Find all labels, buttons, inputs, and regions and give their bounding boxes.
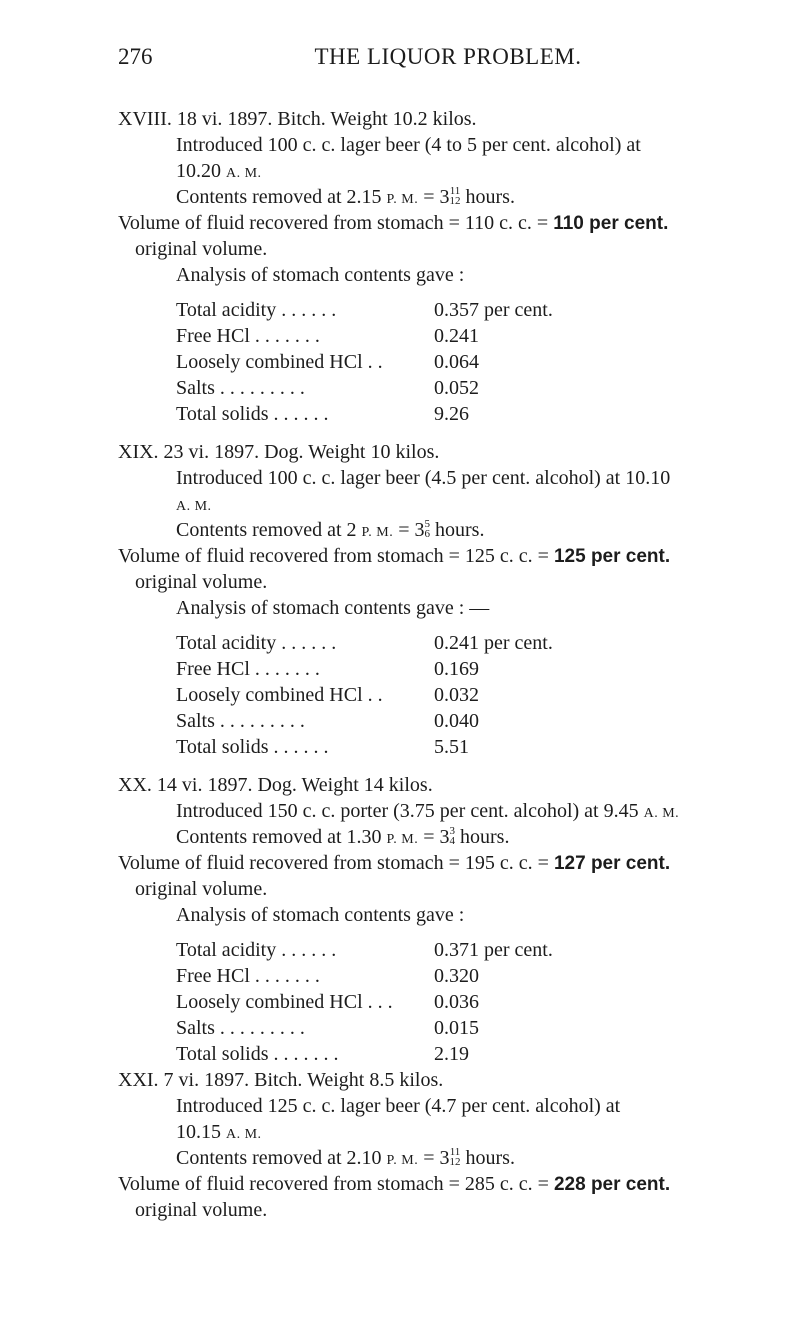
analysis-row-salts: Salts . . . . . . . . . 0.040	[176, 710, 479, 732]
experiment-19-heading: XIX. 23 vi. 1897. Dog. Weight 10 kilos.	[118, 441, 440, 463]
experiment-18-introduced: Introduced 100 c. c. lager beer (4 to 5 per cent. alcohol) at	[176, 134, 641, 156]
fraction: 11 12	[449, 1146, 461, 1169]
experiment-20-removed: Contents removed at 1.30 P. M. = 3 3 4 hours.	[176, 825, 510, 848]
fraction: 5 6	[424, 518, 430, 541]
experiment-18-introduced-time: 10.20 A. M.	[176, 160, 262, 182]
experiment-19-analysis: Analysis of stomach contents gave : —	[176, 597, 490, 619]
experiment-18-volume: Volume of fluid recovered from stomach = 110 c. c. = 110 per cent.	[118, 212, 669, 234]
experiment-20-volume: Volume of fluid recovered from stomach = 195 c. c. = 127 per cent.	[118, 852, 671, 874]
analysis-row-loosely-combined-hcl: Loosely combined HCl . . 0.032	[176, 684, 479, 706]
page-number: 276	[118, 44, 153, 69]
experiment-19-introduced: Introduced 100 c. c. lager beer (4.5 per cent. alcohol) at 10.10	[176, 467, 671, 489]
experiment-18-removed: Contents removed at 2.15 P. M. = 3 11 12 hours.	[176, 185, 515, 208]
analysis-row-free-hcl: Free HCl . . . . . . . 0.320	[176, 965, 479, 987]
experiment-19-removed: Contents removed at 2 P. M. = 3 5 6 hours.	[176, 518, 485, 541]
analysis-row-free-hcl: Free HCl . . . . . . . 0.169	[176, 658, 479, 680]
analysis-row-free-hcl: Free HCl . . . . . . . 0.241	[176, 325, 479, 347]
analysis-row-total-acidity: Total acidity . . . . . . 0.241 per cent.	[176, 632, 553, 654]
experiment-21-volume: Volume of fluid recovered from stomach = 285 c. c. = 228 per cent.	[118, 1173, 671, 1195]
analysis-row-total-solids: Total solids . . . . . . 9.26	[176, 403, 469, 425]
experiment-21-removed: Contents removed at 2.10 P. M. = 3 11 12 hours.	[176, 1146, 515, 1169]
experiment-20-heading: XX. 14 vi. 1897. Dog. Weight 14 kilos.	[118, 774, 433, 796]
analysis-row-salts: Salts . . . . . . . . . 0.015	[176, 1017, 479, 1039]
experiment-21-heading: XXI. 7 vi. 1897. Bitch. Weight 8.5 kilos.	[118, 1069, 444, 1091]
experiment-20-original: original volume.	[135, 878, 268, 900]
experiment-20-analysis: Analysis of stomach contents gave :	[176, 904, 465, 926]
experiment-19-volume: Volume of fluid recovered from stomach = 125 c. c. = 125 per cent.	[118, 545, 671, 567]
analysis-row-total-solids: Total solids . . . . . . 5.51	[176, 736, 469, 758]
experiment-21-introduced-time: 10.15 A. M.	[176, 1121, 262, 1143]
analysis-row-loosely-combined-hcl: Loosely combined HCl . . . 0.036	[176, 991, 479, 1013]
experiment-21-original: original volume.	[135, 1199, 268, 1221]
analysis-row-total-acidity: Total acidity . . . . . . 0.357 per cent.	[176, 299, 553, 321]
experiment-19-introduced-time: A. M.	[176, 499, 212, 514]
experiment-18-heading: XVIII. 18 vi. 1897. Bitch. Weight 10.2 kilos.	[118, 108, 477, 130]
experiment-20-introduced: Introduced 150 c. c. porter (3.75 per cent. alcohol) at 9.45 A. M.	[176, 800, 680, 822]
analysis-row-total-acidity: Total acidity . . . . . . 0.371 per cent.	[176, 939, 553, 961]
experiment-18-analysis: Analysis of stomach contents gave :	[176, 264, 465, 286]
page-body	[118, 106, 740, 1223]
page-title: THE LIQUOR PROBLEM.	[314, 44, 582, 69]
analysis-row-loosely-combined-hcl: Loosely combined HCl . . 0.064	[176, 351, 479, 373]
running-header	[118, 44, 778, 78]
fraction: 3 4	[449, 825, 455, 848]
fraction: 11 12	[449, 185, 461, 208]
analysis-row-salts: Salts . . . . . . . . . 0.052	[176, 377, 479, 399]
experiment-21-introduced: Introduced 125 c. c. lager beer (4.7 per cent. alcohol) at	[176, 1095, 621, 1117]
experiment-18-original: original volume.	[135, 238, 268, 260]
analysis-row-total-solids: Total solids . . . . . . . 2.19	[176, 1043, 469, 1065]
experiment-19-original: original volume.	[135, 571, 268, 593]
